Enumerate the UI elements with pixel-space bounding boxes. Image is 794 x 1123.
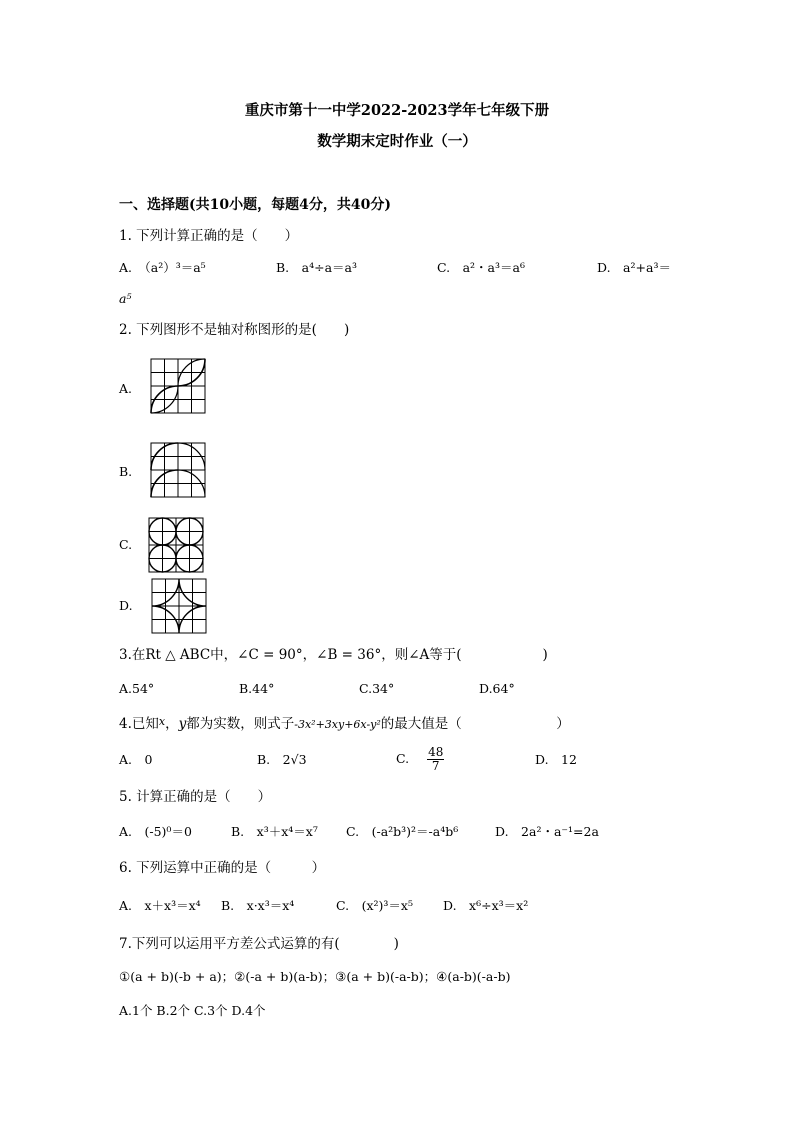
page-subtitle: 数学期末定时作业（一）	[317, 133, 477, 150]
q4-option-c-label: C.	[396, 751, 410, 766]
q2-figure-d	[151, 578, 207, 634]
q2-option-c-label: C.	[119, 537, 133, 552]
section-heading: 一、选择题(共10小题，每题4分，共40分)	[119, 197, 391, 213]
q4-option-d: D. 12	[535, 752, 577, 767]
question-6-stem: 6. 下列运算中正确的是（ ）	[119, 860, 326, 876]
q4-option-b: B. 2√3	[257, 752, 307, 767]
q2-option-a-label: A.	[119, 381, 133, 396]
q4-stem-prefix: 4.已知	[119, 716, 159, 732]
q5-option-a: A. (-5)⁰＝0	[119, 824, 192, 839]
q1-option-d-continuation: a⁵	[119, 291, 132, 306]
q5-option-c: C. (-a²b³)²＝-a⁴b⁶	[346, 824, 459, 839]
q6-option-d: D. x⁶÷x³＝x²	[443, 898, 529, 913]
q3-option-d: D.64°	[479, 681, 515, 696]
question-1-stem: 1. 下列计算正确的是（ ）	[119, 228, 299, 244]
q1-option-c: C. a²・a³＝a⁶	[437, 260, 525, 275]
q4-stem-sep: ，	[165, 716, 179, 732]
q6-option-b: B. x·x³＝x⁴	[221, 898, 295, 913]
q1-option-b: B. a⁴÷a＝a³	[276, 260, 358, 275]
q4-stem-suffix: 的最大值是（ ）	[380, 716, 570, 732]
q4-var-y: y	[178, 716, 187, 732]
q2-option-d-label: D.	[119, 598, 133, 613]
q2-figure-a	[150, 358, 206, 414]
q6-option-a: A. x＋x³＝x⁴	[119, 898, 201, 913]
q4-option-c-numerator: 48	[428, 745, 444, 759]
question-3-stem: 3.在Rt △ ABC中，∠C = 90°，∠B = 36°，则∠A等于( )	[119, 647, 548, 663]
q4-stem-mid: 都为实数，则式子	[186, 716, 295, 732]
q3-option-b: B.44°	[239, 681, 275, 696]
question-7-stem: 7.下列可以运用平方差公式运算的有( )	[119, 936, 399, 952]
q4-option-a: A. 0	[119, 752, 153, 767]
q2-figure-b	[150, 442, 206, 498]
question-4-stem	[119, 713, 570, 734]
q7-expression-list: ①(a + b)(-b + a)；②(-a + b)(a-b)；③(a + b)(-a-b)；④(a-b)(-a-b)	[119, 969, 511, 984]
q2-figure-c	[148, 517, 204, 573]
q4-option-c-fraction	[427, 746, 444, 773]
q7-options: A.1个 B.2个 C.3个 D.4个	[119, 1003, 266, 1018]
q3-option-c: C.34°	[359, 681, 395, 696]
question-2-stem: 2. 下列图形不是轴对称图形的是( )	[119, 322, 350, 338]
q5-option-d: D. 2a²・a⁻¹=2a	[495, 824, 599, 839]
q1-option-a: A. （a²）³＝a⁵	[119, 260, 206, 275]
q1-option-d: D. a²+a³＝	[597, 260, 671, 275]
q6-option-c: C. (x²)³＝x⁵	[336, 898, 413, 913]
q5-option-b: B. x³＋x⁴＝x⁷	[231, 824, 318, 839]
question-5-stem: 5. 计算正确的是（ ）	[119, 789, 272, 805]
page-title: 重庆市第十一中学2022-2023学年七年级下册	[244, 102, 550, 119]
q3-option-a: A.54°	[119, 681, 155, 696]
q4-expression: -3x²+3xy+6x-y²	[294, 718, 381, 731]
q4-option-c-denominator: 7	[431, 759, 440, 773]
q4-var-x: x	[158, 715, 166, 728]
q4-option-c	[396, 740, 444, 778]
q2-option-b-label: B.	[119, 464, 133, 479]
